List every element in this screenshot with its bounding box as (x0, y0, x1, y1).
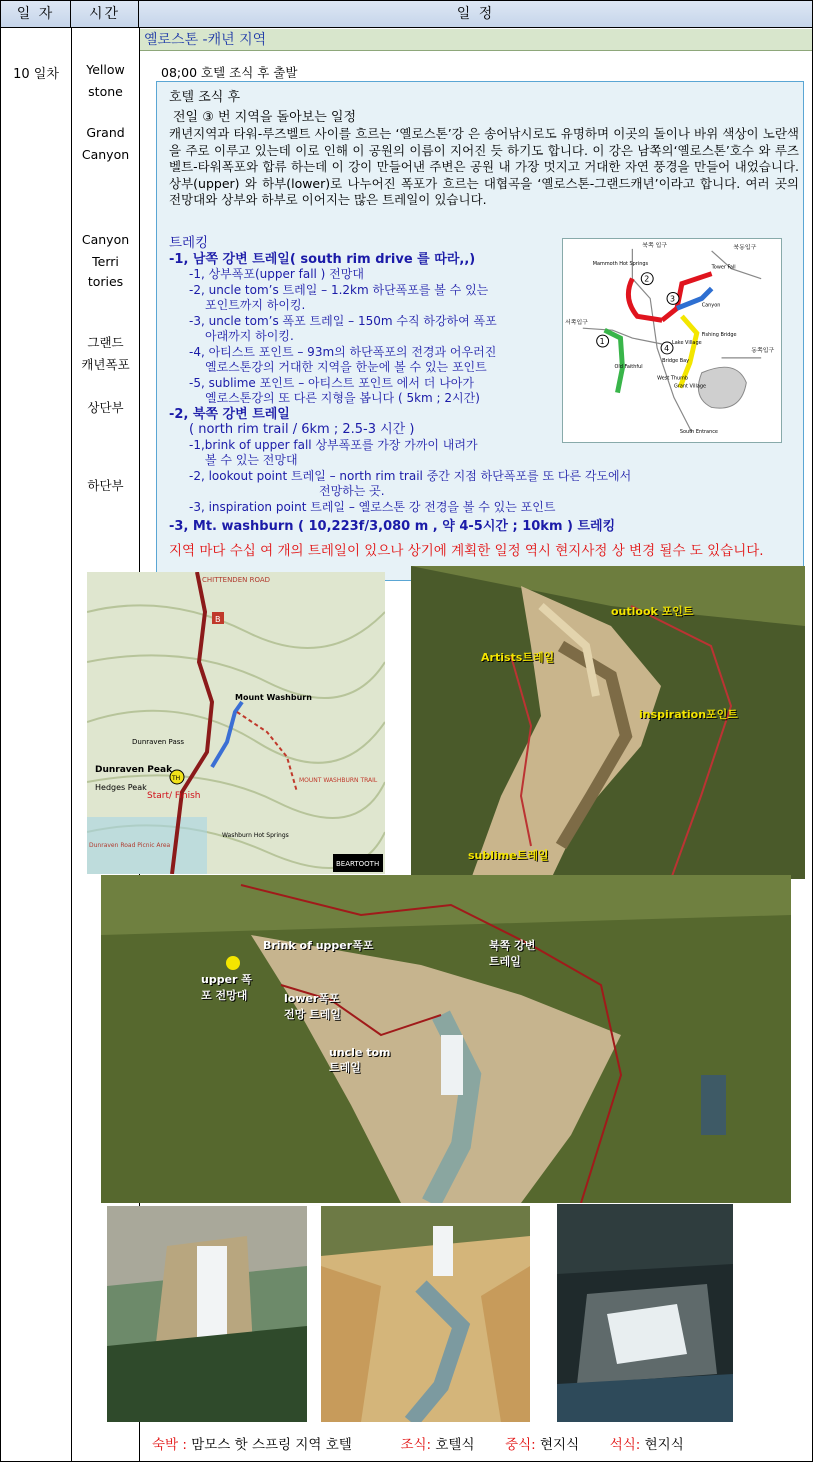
map-label: 북동입구 (733, 243, 757, 251)
photo-canyon-river (321, 1206, 530, 1422)
photo-upper-falls (557, 1204, 733, 1422)
map-label: Lake Village (671, 340, 702, 347)
aerial-graphic (411, 566, 805, 879)
south-item: 아래까지 하이킹. (205, 329, 294, 343)
topo-label: Dunraven Road Picnic Area (89, 842, 171, 849)
north-item: -1,brink of upper fall 상부폭포를 가장 가까이 내려가 (189, 437, 478, 452)
topo-label: BEARTOOTH (336, 860, 380, 868)
map-label: South Entrance (679, 429, 718, 436)
departure-line: 08;00 호텔 조식 후 출발 (161, 65, 298, 80)
time-label: stone (88, 84, 123, 99)
aerial-label: inspiration포인트 (639, 708, 738, 721)
south-item: 포인트까지 하이킹. (205, 298, 306, 312)
meal-info (140, 1431, 812, 1459)
south-item: -4, 아티스트 포인트 – 93m의 하단폭포의 전경과 어우러진 (189, 344, 497, 359)
time-label: Canyon (81, 147, 130, 162)
aerial-view-falls (101, 875, 791, 1203)
aerial-falls-label: 북쪽 강변 트레일 (489, 939, 536, 968)
time-label: Yellow (86, 62, 125, 77)
schedule-box (156, 81, 804, 581)
aerial-falls-graphic (101, 875, 791, 1203)
park-map-graphic (563, 239, 781, 442)
south-item: -2, uncle tom’s 트레일 – 1.2km 하단폭포를 볼 수 있는 (189, 282, 489, 297)
description-paragraph: 캐년지역과 타워-루즈벨트 사이를 흐르는 ‘옐로스톤’강 은 송어낚시로도 유명하며 이곳의 돌이나 바위 색상이 노란색을 주로 이루고 있는데 이로 인해 이 공원의 이름이 지어진 듯 하기도 합니다. 이 강은 남쪽의‘옐로스톤’호수 와 루즈벨트-타워폭포와 합류 하는데 이 강이 만들어낸 주변은 공원 내 가장 멋지고 거대한 자연 풍경을 만들어 내었습니다. 상부(upper) 와 하부(lower)로 나누어진 폭포가 흐르는 대협곡을 ‘옐로스톤-그랜드캐년’이라고 합니다. 여러 곳의 전망대와 상부와 하부로 이어지는 많은 트레일이 있습니다. (169, 126, 799, 207)
day-label: 10 일차 (13, 67, 59, 82)
header-time: 시간 (71, 1, 139, 28)
photo-graphic (321, 1206, 530, 1422)
box-line1: 호텔 조식 후 (169, 90, 241, 105)
south-item: -5, sublime 포인트 – 아티스트 포인트 에서 더 나아가 (189, 375, 474, 390)
topo-map-graphic (87, 572, 385, 874)
svg-text:4: 4 (664, 343, 670, 353)
topo-label: Start/ Finish (147, 791, 201, 801)
svg-text:2: 2 (644, 274, 650, 284)
north-rim-title: -2, 북쪽 강변 트레일 (169, 406, 290, 422)
svg-text:B: B (215, 615, 221, 624)
lunch-value: 현지식 (540, 1437, 580, 1453)
time-label: Grand (86, 125, 125, 140)
time-label: 캐년폭포 (81, 357, 130, 372)
south-item: -3, uncle tom’s 폭포 트레일 – 150m 수직 하강하여 폭포 (189, 313, 497, 328)
park-overview-map (562, 238, 782, 443)
svg-text:1: 1 (599, 337, 605, 347)
photo-lower-falls (107, 1206, 307, 1422)
topo-label: Washburn Hot Springs (222, 832, 289, 839)
topo-label: Dunraven Pass (132, 738, 185, 746)
map-label: Canyon (701, 302, 721, 309)
map-label: Old Faithful (614, 363, 643, 370)
topo-label: MOUNT WASHBURN TRAIL (299, 777, 378, 784)
map-label: 동쪽입구 (751, 346, 775, 354)
stay-label: 숙박 : (152, 1437, 192, 1453)
topo-label: Mount Washburn (235, 693, 312, 702)
north-rim-sub: ( north rim trail / 6km ; 2.5-3 시간 ) (189, 422, 415, 437)
time-label: 그랜드 (87, 335, 124, 350)
map-label: 서쪽입구 (564, 319, 588, 327)
north-item: -2, lookout point 트레일 – north rim trail 중간 지점 하단폭포를 또 다른 각도에서 (189, 468, 632, 483)
south-rim-title: -1, 남쪽 강변 트레일( south rim drive 를 따라,,) (169, 251, 476, 267)
warning-note: 지역 마다 수십 여 개의 트레일이 있으나 상기에 계획한 일정 역시 현지사정 상 변경 될수 도 있습니다. (169, 543, 764, 559)
aerial-label: sublime트레일 (468, 849, 549, 862)
topo-label: Dunraven Peak (95, 765, 173, 775)
header-schedule: 일 정 (456, 6, 495, 22)
topo-label: Hedges Peak (95, 783, 147, 792)
breakfast-label: 조식: (400, 1437, 436, 1453)
trek-title: 트레킹 (169, 235, 209, 251)
aerial-label: outlook 포인트 (611, 605, 694, 618)
lunch-label: 중식: (505, 1437, 540, 1453)
svg-text:3: 3 (670, 294, 676, 304)
time-label: Canyon (81, 232, 130, 247)
north-item: 전망하는 곳. (319, 484, 385, 498)
north-item: -3, inspiration point 트레일 – 옐로스톤 강 전경을 볼 수 있는 포인트 (189, 499, 556, 514)
south-item: 옐로스톤강의 또 다른 지형을 봅니다 ( 5km ; 2시간) (205, 391, 480, 405)
photo-graphic (107, 1206, 307, 1422)
stay-value: 맘모스 핫 스프링 지역 호텔 (191, 1437, 352, 1453)
aerial-falls-label: lower폭포 전망 트레일 (284, 992, 341, 1021)
aerial-view-south (411, 566, 805, 879)
time-label: Terri (92, 254, 119, 269)
svg-text:TH: TH (172, 775, 181, 782)
breakfast-value: 호텔식 (435, 1437, 475, 1453)
aerial-falls-label: uncle tom 트레일 (329, 1046, 391, 1074)
dinner-label: 석식: (609, 1437, 645, 1453)
aerial-falls-label: upper 폭포 전망대 (201, 973, 252, 1002)
box-line2: 전일 ③ 번 지역을 돌아보는 일정 (173, 110, 357, 125)
washburn-topo-map (87, 572, 385, 874)
time-label: 상단부 (87, 400, 124, 415)
map-label: Grant Village (673, 383, 707, 390)
photo-graphic (557, 1204, 733, 1422)
south-item: 옐로스톤강의 거대한 지역을 한눈에 볼 수 있는 포인트 (205, 360, 487, 374)
map-label: Tower Fall (711, 264, 736, 271)
map-label: 북쪽 입구 (642, 241, 668, 249)
dinner-value: 현지식 (644, 1437, 684, 1453)
table-header (1, 1, 812, 28)
map-label: West Thumb (657, 375, 689, 382)
aerial-falls-label: Brink of upper폭포 (263, 939, 374, 952)
washburn-title: -3, Mt. washburn ( 10,223f/3,080 m , 약 4-5시간 ; 10km ) 트레킹 (169, 519, 616, 534)
topo-label: CHITTENDEN ROAD (202, 576, 271, 584)
map-label: Bridge Bay (662, 357, 690, 364)
region-title: 옐로스톤 -캐년 지역 (140, 29, 812, 51)
north-item: 볼 수 있는 전망대 (205, 453, 298, 467)
south-item: -1, 상부폭포(upper fall ) 전망대 (189, 267, 364, 281)
time-label: 하단부 (87, 478, 124, 493)
time-label: tories (87, 274, 124, 289)
aerial-label: Artists트레일 (481, 651, 555, 664)
map-label: Fishing Bridge (701, 332, 737, 339)
map-label: Mammoth Hot Springs (592, 260, 649, 267)
header-day: 일 자 (1, 1, 71, 28)
